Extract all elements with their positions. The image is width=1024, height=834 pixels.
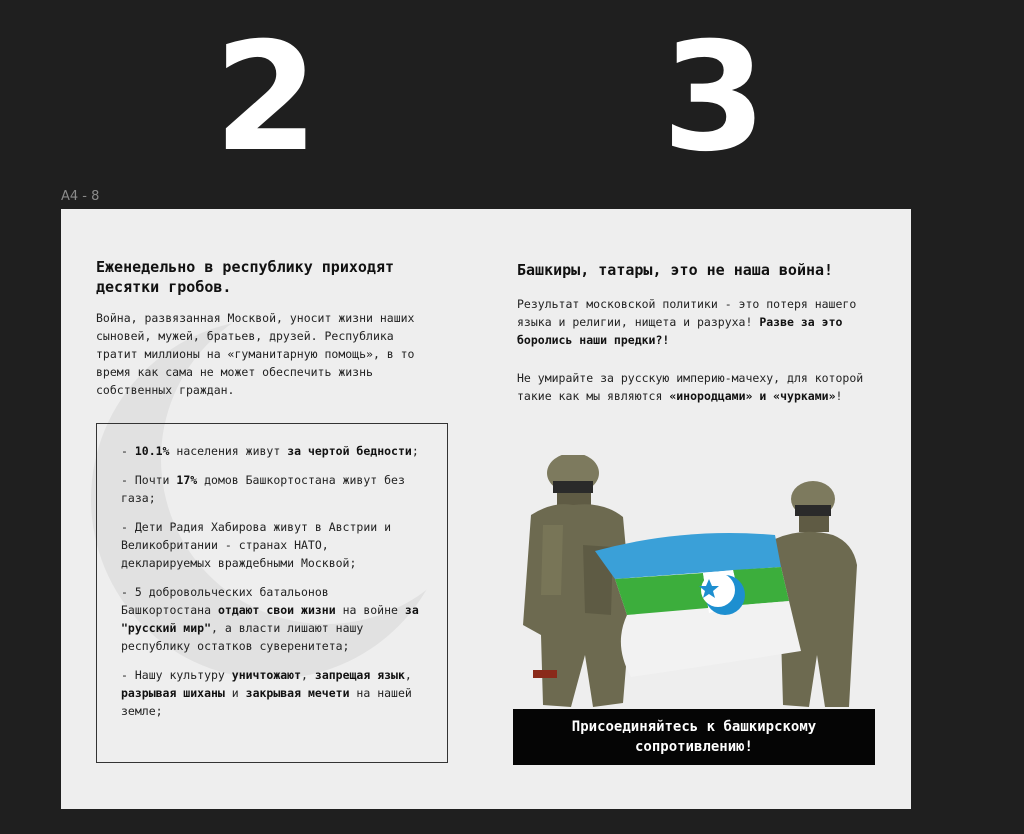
fact-item: - Нашу культуру уничтожают, запрещая язык, разрывая шиханы и закрывая мечети на нашей земле;: [121, 668, 412, 718]
document-page: [61, 209, 911, 809]
facts-box: [96, 423, 448, 763]
fact-item: - 5 добровольческих батальонов Башкортостана отдают свои жизни на войне за "русский мир", а власти лишают нашу республику остатков суверенитета;: [121, 585, 419, 653]
right-heading: Башкиры, татары, это не наша война!: [517, 261, 834, 279]
fact-item: - Почти 17% домов Башкортостана живут без газа;: [121, 473, 405, 505]
frame-label[interactable]: A4 - 8: [61, 189, 100, 204]
page-number-left: 2: [214, 11, 319, 185]
page-number-right: 3: [662, 11, 767, 185]
fact-item: - Дети Радия Хабирова живут в Австрии и Великобритании - странах НАТО, декларируемых враждебными Москвой;: [121, 520, 392, 570]
fact-item: - 10.1% населения живут за чертой бедности;: [121, 444, 419, 458]
left-heading: Еженедельно в республику приходят десятки гробов.: [96, 258, 395, 296]
right-paragraph-2: Не умирайте за русскую империю-мачеху, для которой такие как мы являются «инородцами» и «чурками»!: [517, 371, 864, 403]
bashkir-flag: [595, 533, 801, 677]
soldier-left: [523, 455, 631, 707]
call-to-action-banner: Присоединяйтесь к башкирскому сопротивлению!: [513, 709, 875, 765]
soldiers-with-flag-image: [513, 455, 867, 715]
right-paragraph-1: Результат московской политики - это потеря нашего языка и религии, нищета и разруха! Разве за это боролись наши предки?!: [517, 297, 857, 347]
left-intro: Война, развязанная Москвой, уносит жизни наших сыновей, мужей, братьев, друзей. Республика тратит миллионы на «гуманитарную помощь», в то время как сама не может обеспечить жизнь собственных граждан.: [96, 311, 415, 397]
